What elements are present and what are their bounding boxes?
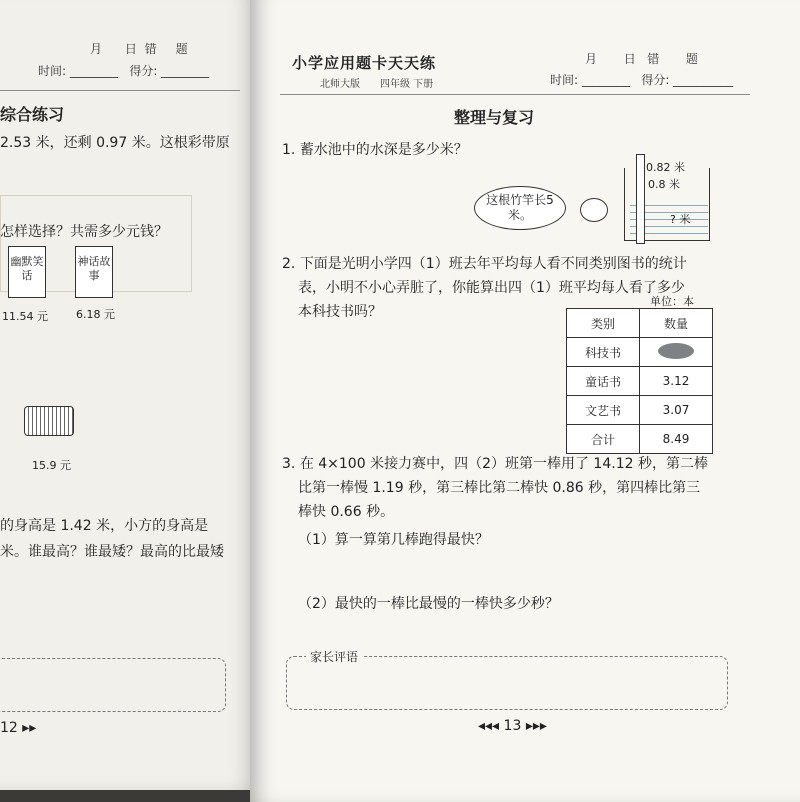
table-header-row <box>567 309 713 338</box>
left-text-line: 2.53 米，还剩 0.97 米。这根彩带原 <box>0 135 230 151</box>
ink-stain-icon <box>658 343 694 359</box>
grade: 四年级 下册 <box>380 79 434 90</box>
right-header-date: 月 日 错 题 <box>585 52 698 66</box>
table-row <box>567 338 713 367</box>
left-header-date: 月 日 错 题 <box>90 42 188 56</box>
pole-label-top: 0.82 米 <box>646 161 685 174</box>
table-cell: 3.07 <box>640 396 713 425</box>
table-cell: 科技书 <box>567 338 640 367</box>
radio-icon <box>24 406 74 436</box>
ink-stain-cell <box>640 338 713 367</box>
book-price: 6.18 元 <box>76 308 115 321</box>
left-text-line: 怎样选择？共需多少元钱？ <box>0 224 168 240</box>
left-section-title: 综合练习 <box>0 105 65 124</box>
table-cell: 3.12 <box>640 367 713 396</box>
question-3-line: 棒快 0.66 秒。 <box>298 504 395 520</box>
left-text-line: 的身高是 1.42 米，小方的身高是 <box>0 518 209 534</box>
table-header-cell: 数量 <box>640 309 713 338</box>
left-page-number: 12 ▸▸ <box>0 720 37 736</box>
right-header-time: 时间: ________ 得分: __________ <box>550 73 734 87</box>
bamboo-pole-icon <box>636 154 645 244</box>
table-cell: 合计 <box>567 425 640 454</box>
edition: 北师大版 <box>320 79 360 90</box>
table-unit: 单位：本 <box>650 295 694 308</box>
table-cell: 童话书 <box>567 367 640 396</box>
book-cover: 神话故事 <box>75 246 113 298</box>
table-header-cell: 类别 <box>567 309 640 338</box>
speech-bubble: 这根竹竿长5米。 <box>474 186 566 230</box>
book-price: 11.54 元 <box>2 310 48 323</box>
table-row <box>567 367 713 396</box>
right-page-number: ◂◂◂ 13 ▸▸▸ <box>478 718 547 734</box>
question-3-sub-2: （2）最快的一棒比最慢的一棒快多少秒？ <box>298 596 559 612</box>
question-3-line: 3. 在 4×100 米接力赛中，四（2）班第一棒用了 14.12 秒，第二棒 <box>282 456 708 472</box>
right-page <box>250 0 800 802</box>
table-cell: 文艺书 <box>567 396 640 425</box>
pole-label-bottom: ? 米 <box>670 213 691 226</box>
book-cover: 幽默笑话 <box>8 246 46 298</box>
question-1: 1. 蓄水池中的水深是多少米？ <box>282 142 468 158</box>
parent-comment-label: 家长评语 <box>306 648 362 665</box>
question-2-line: 表，小明不小心弄脏了，你能算出四（1）班平均每人看了多少 <box>298 280 685 296</box>
left-text-line: 米。谁最高？谁最矮？最高的比最矮 <box>0 544 224 560</box>
section-title: 整理与复习 <box>454 108 535 127</box>
table-cell: 8.49 <box>640 425 713 454</box>
table-row <box>567 425 713 454</box>
question-2-line: 2. 下面是光明小学四（1）班去年平均每人看不同类别图书的统计 <box>282 256 687 272</box>
table-row <box>567 396 713 425</box>
question-3-line: 比第一棒慢 1.19 秒，第三棒比第二棒快 0.86 秒，第四棒比第三 <box>298 480 701 496</box>
book-title: 小学应用题卡天天练 <box>292 54 437 72</box>
child-face-icon <box>580 198 608 222</box>
left-page <box>0 0 261 790</box>
question-2-line: 本科技书吗？ <box>298 304 382 320</box>
pole-label-mid: 0.8 米 <box>648 178 680 191</box>
left-header-time: 时间: ________ 得分: ________ <box>38 64 210 78</box>
radio-price: 15.9 元 <box>32 459 71 472</box>
question-3-sub-1: （1）算一算第几棒跑得最快？ <box>298 532 489 548</box>
left-comment-box <box>0 658 226 712</box>
book-stats-table <box>566 308 713 454</box>
